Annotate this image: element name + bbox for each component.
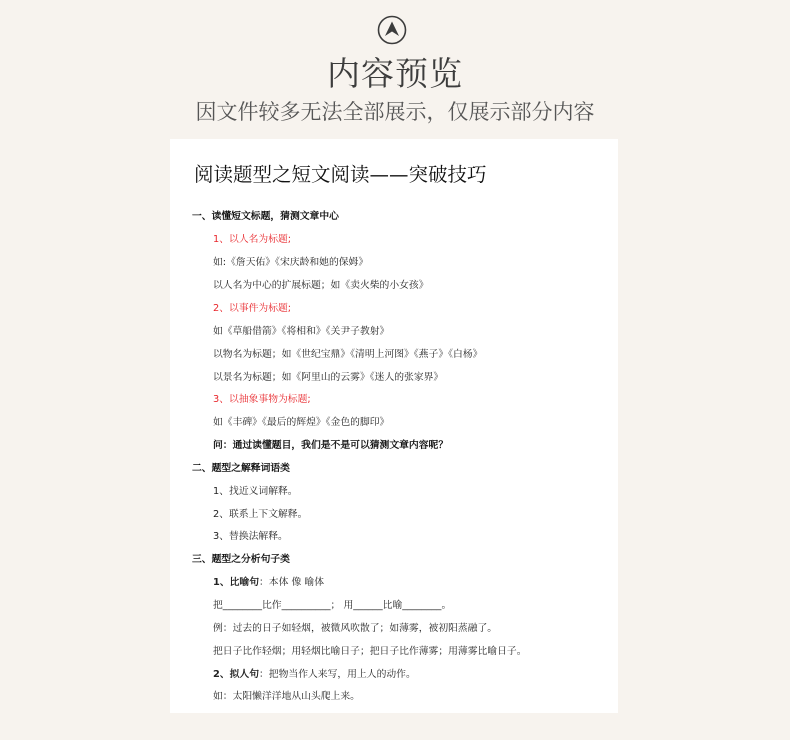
section-heading-3: 三、题型之分析句子类: [192, 554, 290, 565]
question-line: 问：通过读懂题目，我们是不是可以猜测文章内容呢？: [213, 440, 449, 451]
subheading-abstract-title: 3、以抽象事物为标题;: [213, 394, 311, 405]
example-line: 以物名为标题；如《世纪宝鼎》《清明上河图》《燕子》《白杨》: [213, 349, 483, 360]
preview-title: 内容预览: [327, 54, 463, 93]
list-item: 2、联系上下文解释。: [213, 509, 308, 520]
simile-line: [213, 576, 324, 590]
list-item: 3、替换法解释。: [213, 531, 288, 542]
section-heading-2: 二、题型之解释词语类: [192, 463, 290, 474]
preview-subtitle: 因文件较多无法全部展示，仅展示部分内容: [195, 100, 595, 124]
example-line: 把日子比作轻烟；用轻烟比喻日子；把日子比作薄雾；用薄雾比喻日子。: [213, 646, 527, 657]
subheading-event-title: 2、以事件为标题;: [213, 303, 292, 314]
personification-label: 2、拟人句: [213, 669, 260, 680]
simile-text: ：本体 像 喻体: [259, 577, 325, 588]
simile-label: 1、比喻句: [213, 577, 260, 588]
fill-blank-line: 把________比作__________； 用______比喻________。: [213, 600, 452, 611]
example-line: 以景名为标题；如《阿里山的云雾》《迷人的张家界》: [213, 372, 444, 383]
subheading-person-title: 1、以人名为标题;: [213, 234, 292, 245]
section-heading-1: 一、读懂短文标题，猜测文章中心: [192, 211, 339, 222]
example-line: 例：过去的日子如轻烟，被微风吹散了；如薄雾，被初阳蒸融了。: [213, 623, 498, 634]
example-line: 如：太阳懒洋洋地从山头爬上来。: [213, 691, 360, 702]
list-item: 1、找近义词解释。: [213, 486, 298, 497]
example-line: 如《丰碑》《最后的辉煌》《金色的脚印》: [213, 417, 390, 428]
personification-text: ：把物当作人来写，用上人的动作。: [259, 669, 416, 680]
example-line: 如《草船借箭》《将相和》《关尹子教射》: [213, 326, 390, 337]
document-title: 阅读题型之短文阅读——突破技巧: [194, 163, 487, 186]
personification-line: [213, 668, 416, 682]
example-line: 以人名为中心的扩展标题；如《卖火柴的小女孩》: [213, 280, 429, 291]
example-line: 如:《詹天佑》《宋庆龄和她的保姆》: [213, 257, 369, 268]
document-page: [170, 139, 618, 713]
up-arrow-circle-icon: [377, 15, 407, 45]
